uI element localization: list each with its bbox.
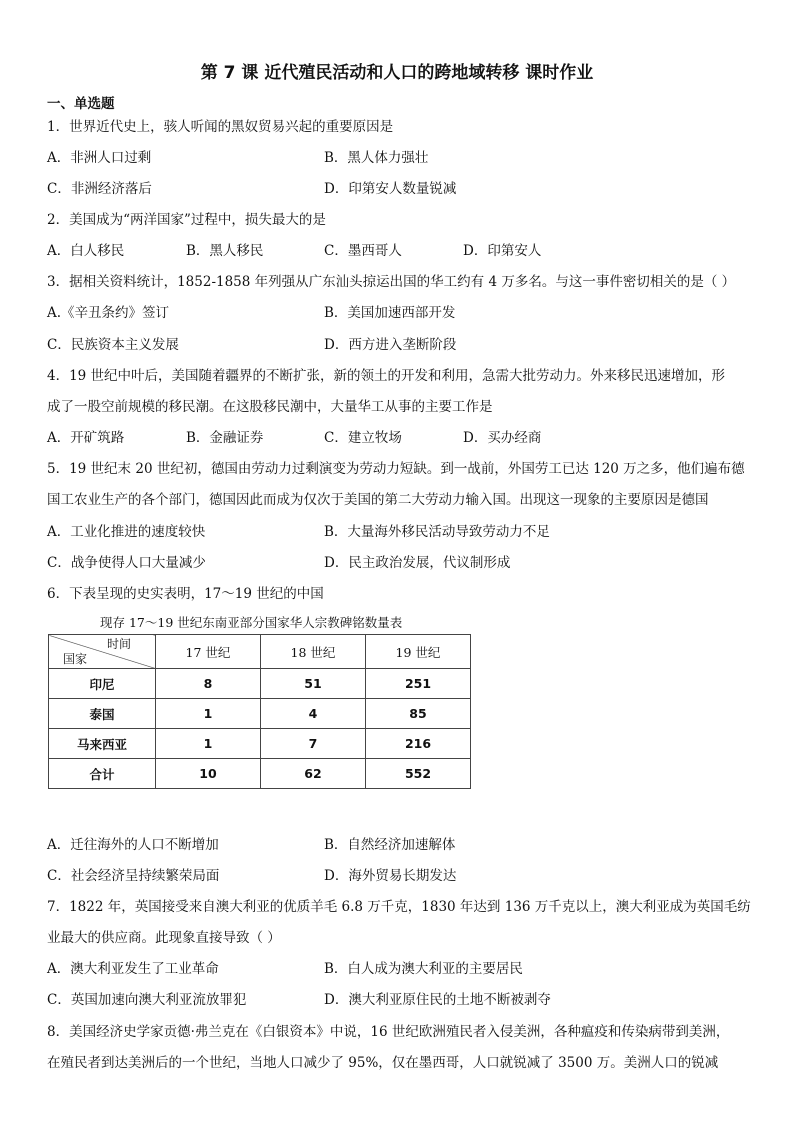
q1-stem: 1．世界近代史上，骇人听闻的黑奴贸易兴起的重要原因是 [47, 119, 394, 135]
section-heading: 一、单选题 [47, 96, 115, 112]
q7-option-c[interactable]: C．英国加速向澳大利亚流放罪犯 [47, 992, 247, 1008]
row-country: 印尼 [49, 669, 156, 699]
table-row [49, 669, 471, 699]
column-header: 19 世纪 [366, 635, 471, 669]
table-cell: 62 [261, 759, 366, 789]
row-country: 马来西亚 [49, 729, 156, 759]
q3-option-c[interactable]: C．民族资本主义发展 [47, 337, 179, 353]
q3-option-d[interactable]: D．西方进入垄断阶段 [324, 337, 457, 353]
table-cell: 4 [261, 699, 366, 729]
q7-option-b[interactable]: B．白人成为澳大利亚的主要居民 [324, 961, 523, 977]
q2-option-a[interactable]: A．白人移民 [47, 243, 125, 259]
q7-stem-line2: 业最大的供应商。此现象直接导致（ ） [47, 930, 281, 946]
table-row [49, 759, 471, 789]
q1-option-a[interactable]: A．非洲人口过剩 [47, 150, 152, 166]
table-cell: 8 [156, 669, 261, 699]
q4-option-c[interactable]: C．建立牧场 [324, 430, 402, 446]
q5-option-b[interactable]: B．大量海外移民活动导致劳动力不足 [324, 524, 550, 540]
q8-stem-line1: 8．美国经济史学家贡德·弗兰克在《白银资本》中说，16 世纪欧洲殖民者入侵美洲，各种瘟疫和传染病带到美洲， [47, 1024, 730, 1040]
q4-stem-line2: 成了一股空前规模的移民潮。在这股移民潮中，大量华工从事的主要工作是 [47, 399, 493, 415]
q7-option-d[interactable]: D．澳大利亚原住民的土地不断被剥夺 [324, 992, 551, 1008]
table-cell: 552 [366, 759, 471, 789]
table-cell: 1 [156, 699, 261, 729]
table-row [49, 699, 471, 729]
q5-option-c[interactable]: C．战争使得人口大量减少 [47, 555, 206, 571]
table-corner-cell [49, 635, 156, 669]
q3-stem: 3．据相关资料统计，1852-1858 年列强从广东汕头掠运出国的华工约有 4 万多名。与这一事件密切相关的是（ ） [47, 274, 736, 290]
q4-option-a[interactable]: A．开矿筑路 [47, 430, 125, 446]
q5-option-d[interactable]: D．民主政治发展，代议制形成 [324, 555, 511, 571]
q7-option-a[interactable]: A．澳大利亚发生了工业革命 [47, 961, 219, 977]
q5-option-a[interactable]: A．工业化推进的速度较快 [47, 524, 206, 540]
table-cell: 1 [156, 729, 261, 759]
table-row [49, 729, 471, 759]
q7-stem-line1: 7．1822 年，英国接受来自澳大利亚的优质羊毛 6.8 万千克，1830 年达到 136 万千克以上，澳大利亚成为英国毛纺 [47, 899, 751, 915]
q2-option-d[interactable]: D．印第安人 [463, 243, 542, 259]
inscription-table [48, 634, 471, 789]
q5-stem-line2: 国工农业生产的各个部门，德国因此而成为仅次于美国的第二大劳动力输入国。出现这一现象的主要原因是德国 [47, 492, 709, 508]
q1-option-d[interactable]: D．印第安人数量锐减 [324, 181, 457, 197]
table-cell: 51 [261, 669, 366, 699]
q2-option-c[interactable]: C．墨西哥人 [324, 243, 402, 259]
corner-label-country: 国家 [63, 652, 88, 666]
q2-option-b[interactable]: B．黑人移民 [186, 243, 264, 259]
q4-option-d[interactable]: D．买办经商 [463, 430, 542, 446]
table-cell: 10 [156, 759, 261, 789]
q6-option-a[interactable]: A．迁往海外的人口不断增加 [47, 837, 219, 853]
q4-option-b[interactable]: B．金融证券 [186, 430, 264, 446]
q1-option-c[interactable]: C．非洲经济落后 [47, 181, 152, 197]
q2-stem: 2．美国成为“两洋国家”过程中，损失最大的是 [47, 212, 326, 228]
q6-option-b[interactable]: B．自然经济加速解体 [324, 837, 456, 853]
q6-option-c[interactable]: C．社会经济呈持续繁荣局面 [47, 868, 220, 884]
table-caption: 现存 17～19 世纪东南亚部分国家华人宗教碑铭数量表 [100, 615, 403, 630]
corner-label-time: 时间 [106, 637, 131, 651]
worksheet-title: 第 7 课 近代殖民活动和人口的跨地域转移 课时作业 [200, 63, 594, 83]
table-cell: 7 [261, 729, 366, 759]
q6-stem: 6．下表呈现的史实表明，17～19 世纪的中国 [47, 586, 324, 602]
q3-option-a[interactable]: A.《辛丑条约》签订 [47, 305, 170, 321]
table-cell: 216 [366, 729, 471, 759]
q1-option-b[interactable]: B．黑人体力强壮 [324, 150, 429, 166]
row-country: 泰国 [49, 699, 156, 729]
q4-stem-line1: 4．19 世纪中叶后，美国随着疆界的不断扩张，新的领土的开发和利用，急需大批劳动力。外来移民迅速增加，形 [47, 368, 726, 384]
row-country: 合计 [49, 759, 156, 789]
column-header: 17 世纪 [156, 635, 261, 669]
table-cell: 85 [366, 699, 471, 729]
table-header-row [49, 635, 471, 669]
q6-option-d[interactable]: D．海外贸易长期发达 [324, 868, 457, 884]
q8-stem-line2: 在殖民者到达美洲后的一个世纪，当地人口减少了 95%，仅在墨西哥，人口就锐减了 3500 万。美洲人口的锐减 [47, 1055, 719, 1071]
q5-stem-line1: 5．19 世纪末 20 世纪初，德国由劳动力过剩演变为劳动力短缺。到一战前，外国劳工已达 120 万之多，他们遍布德 [47, 461, 745, 477]
column-header: 18 世纪 [261, 635, 366, 669]
q3-option-b[interactable]: B．美国加速西部开发 [324, 305, 456, 321]
table-cell: 251 [366, 669, 471, 699]
